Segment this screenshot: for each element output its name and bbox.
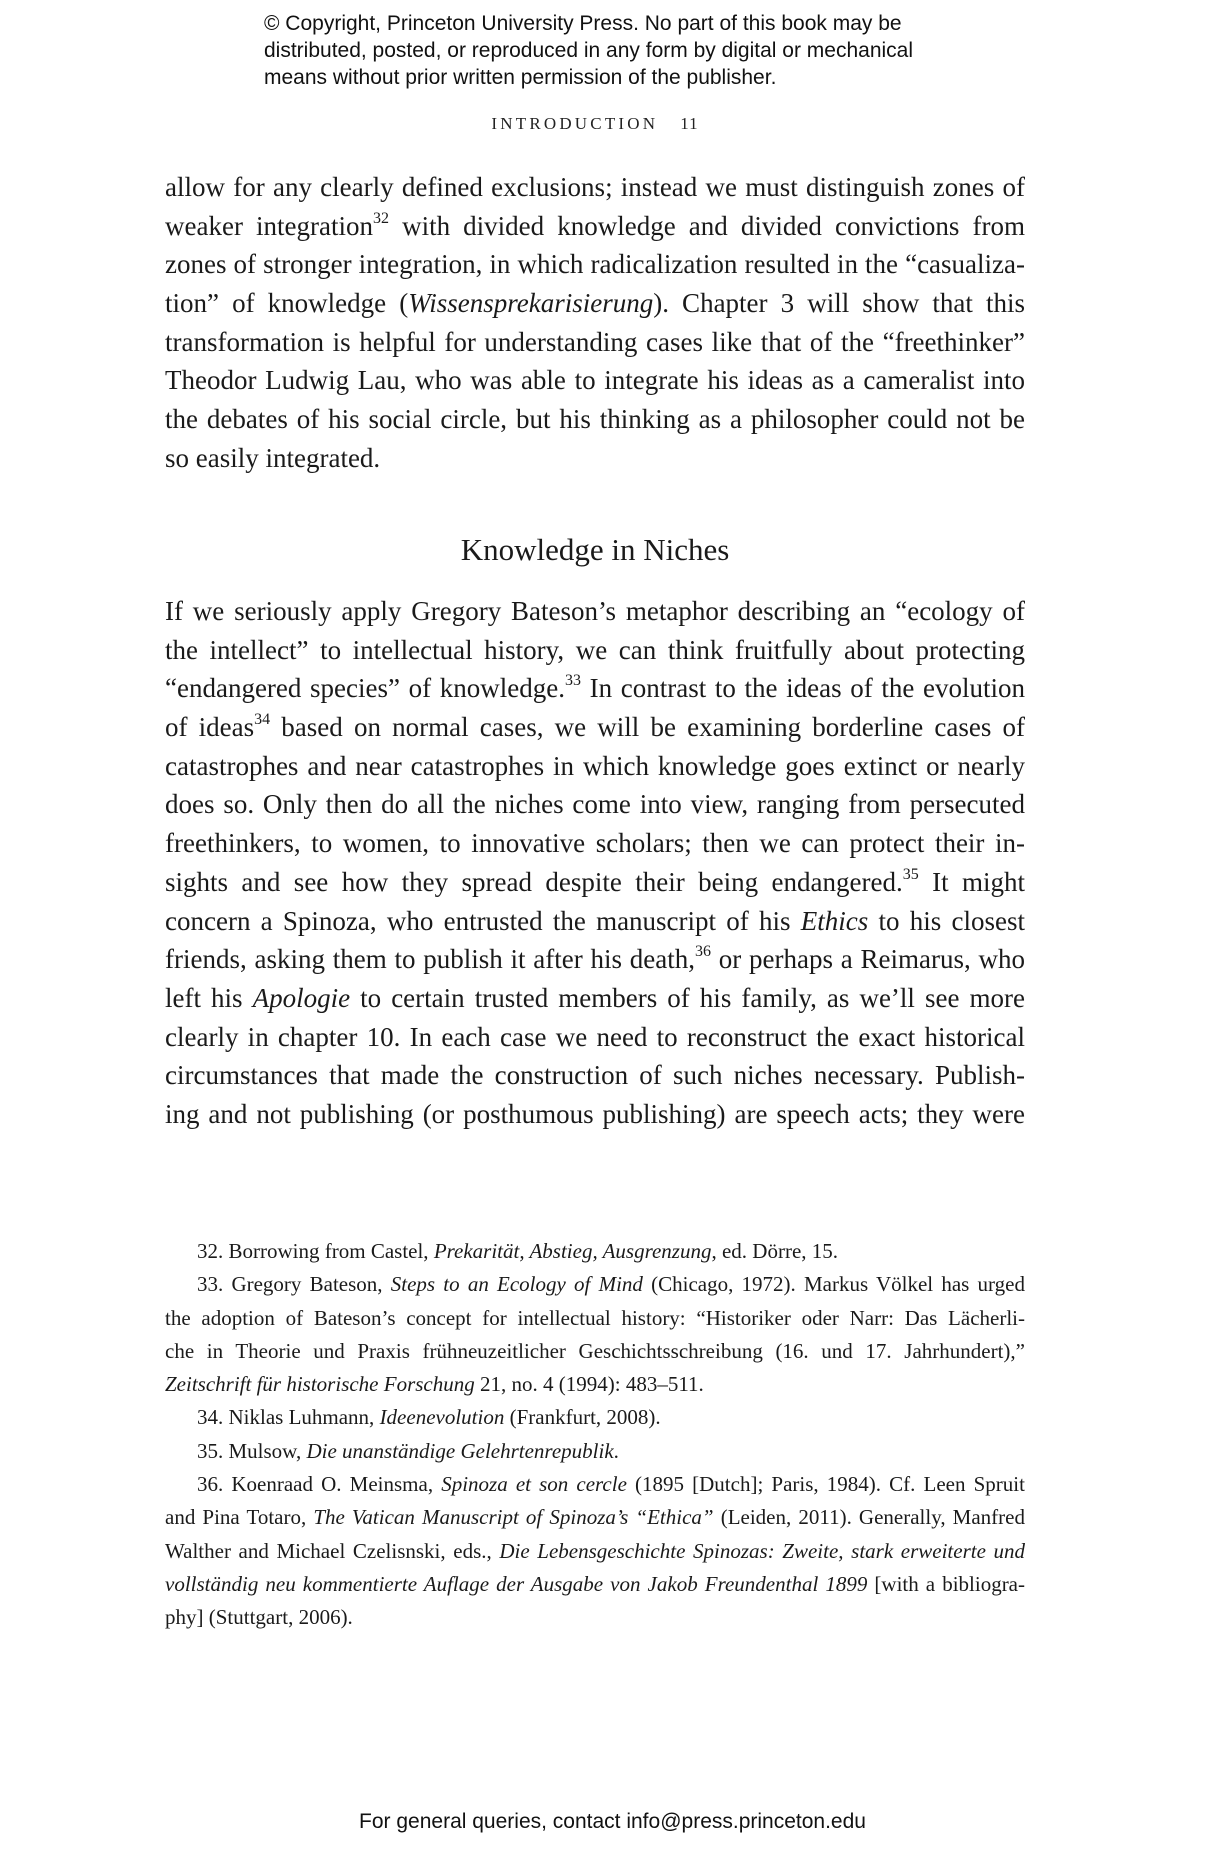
paragraph-2 [165, 592, 1025, 1134]
footnote-line: phy] (Stuttgart, 2006). [165, 1605, 353, 1630]
text-line: the debates of his social circle, but his thinking as a philosopher could not be [165, 404, 1025, 435]
text-line: “endangered species” of knowledge.$^{33}$ In contrast to the ideas of the evolution [165, 672, 1026, 704]
footnote-ref: 34 [254, 711, 271, 729]
footnote-35: 35. Mulsow, Die unanständige Gelehrtenrepublik. [197, 1438, 619, 1463]
footnote-ref: 35 [902, 865, 919, 883]
footnotes [165, 1235, 1025, 1635]
page-number: 11 [680, 114, 699, 133]
text-line: tion” of knowledge (Wissensprekarisierung). Chapter 3 will show that this [165, 288, 1025, 319]
section-heading: Knowledge in Niches [460, 532, 730, 567]
text-line: freethinkers, to women, to innovative scholars; then we can protect their in- [165, 828, 1025, 859]
footnote-32: 32. Borrowing from Castel, Prekarität, Abstieg, Ausgrenzung, ed. Dörre, 15. [197, 1239, 839, 1263]
running-head [0, 114, 1190, 134]
running-head-title: INTRODUCTION [491, 114, 659, 133]
footnote-ref: 33 [565, 672, 581, 690]
text-line: If we seriously apply Gregory Bateson’s metaphor describing an “ecology of [165, 596, 1025, 626]
footnote-ref: 36 [695, 943, 712, 961]
copyright-line: means without prior written permission of the publisher. [264, 66, 777, 89]
footnote-line: che in Theorie und Praxis frühneuzeitlicher Geschichtsschreibung (16. und 17. Jahrhundert),” [165, 1338, 1025, 1363]
text-line: transformation is helpful for understanding cases like that of the “freethinker” [165, 326, 1025, 357]
text-line: does so. Only then do all the niches come into view, ranging from persecuted [165, 789, 1025, 820]
text-line: friends, asking them to publish it after his death,$^{36}$ or perhaps a Reimarus, who [165, 943, 1025, 975]
text-line: ing and not publishing (or posthumous publishing) are speech acts; they were [165, 1098, 1025, 1129]
copyright-line: distributed, posted, or reproduced in any form by digital or mechanical [264, 39, 914, 62]
footnote-33: 33. Gregory Bateson, Steps to an Ecology of Mind (Chicago, 1972). Markus Völkel has urged [197, 1272, 1025, 1297]
footnote-line: vollständig neu kommentierte Auflage der Ausgabe von Jakob Freundenthal 1899 [with a bibliogra- [165, 1571, 1025, 1596]
copyright-line: © Copyright, Princeton University Press. No part of this book may be [264, 12, 902, 35]
text-line: sights and see how they spread despite their being endangered.$^{35}$ It might [165, 865, 1026, 897]
text-line: the intellect” to intellectual history, we can think fruitfully about protecting [165, 634, 1025, 665]
footnote-line: Walther and Michael Czelisnski, eds., Die Lebensgeschichte Spinozas: Zweite, stark erweiterte und [165, 1538, 1026, 1563]
text-line: of ideas$^{34}$ based on normal cases, we will be examining borderline cases of [165, 711, 1025, 743]
text-line: clearly in chapter 10. In each case we need to reconstruct the exact historical [165, 1021, 1025, 1052]
text-line: circumstances that made the construction of such niches necessary. Publish- [165, 1060, 1025, 1091]
text-line: weaker integration$^{32}$ with divided knowledge and divided convictions from [165, 209, 1026, 241]
text-line: Theodor Ludwig Lau, who was able to integrate his ideas as a cameralist into [165, 365, 1025, 396]
text-line: catastrophes and near catastrophes in which knowledge goes extinct or nearly [165, 750, 1025, 781]
footnote-line: and Pina Totaro, The Vatican Manuscript of Spinoza’s “Ethica” (Leiden, 2011). Generally, Manfred [165, 1505, 1025, 1530]
text-line: allow for any clearly defined exclusions; instead we must distinguish zones of [165, 172, 1025, 202]
footnote-36: 36. Koenraad O. Meinsma, Spinoza et son cercle (1895 [Dutch]; Paris, 1984). Cf. Leen Spruit [197, 1472, 1025, 1497]
text-line: zones of stronger integration, in which radicalization resulted in the “casualiza- [165, 249, 1025, 280]
footnote-34: 34. Niklas Luhmann, Ideenevolution (Frankfurt, 2008). [197, 1405, 661, 1430]
text-line: so easily integrated. [165, 442, 381, 473]
text-line: left his Apologie to certain trusted members of his family, as we’ll see more [165, 982, 1025, 1013]
footnote-ref: 32 [373, 209, 389, 227]
copyright-notice [264, 10, 1024, 91]
text-line: concern a Spinoza, who entrusted the manuscript of his Ethics to his closest [165, 905, 1025, 936]
footnote-line: Zeitschrift für historische Forschung 21, no. 4 (1994): 483–511. [165, 1372, 704, 1397]
footnote-line: the adoption of Bateson’s concept for intellectual history: “Historiker oder Narr: Das Lächerli- [165, 1305, 1025, 1330]
footer-contact: For general queries, contact info@press.princeton.edu [359, 1810, 866, 1833]
paragraph-1 [165, 168, 1025, 478]
